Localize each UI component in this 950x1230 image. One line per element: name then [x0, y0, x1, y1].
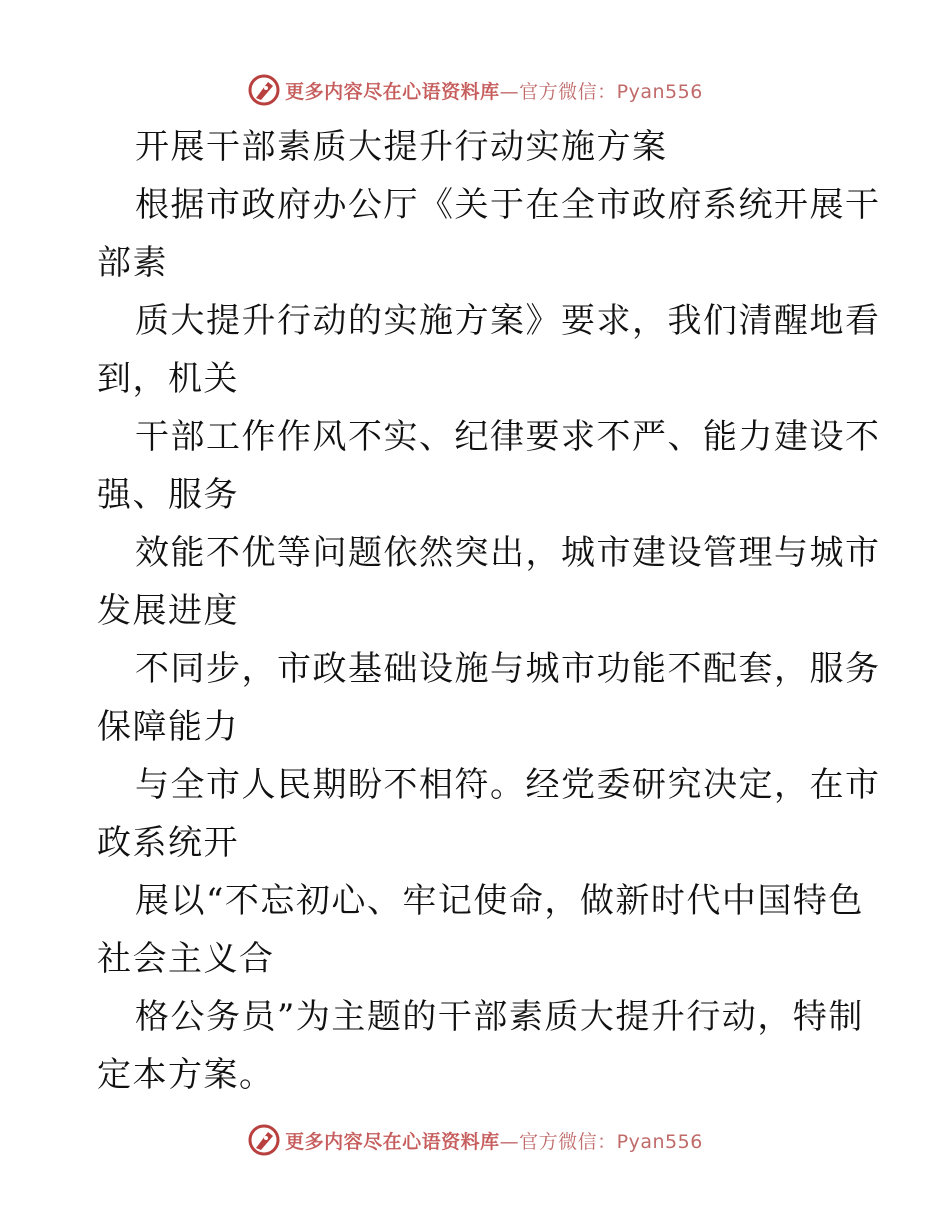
footer-banner-text	[285, 1127, 703, 1154]
paragraph-line: 定本方案。	[97, 1055, 275, 1095]
paragraph-line: 与全市人民期盼不相符。经党委研究决定，在市	[135, 765, 881, 805]
paragraph-line: 社会主义合	[97, 939, 275, 979]
paragraph-line: 质大提升行动的实施方案》要求，我们清醒地看	[135, 301, 881, 341]
header-banner-text	[285, 77, 703, 104]
footer-banner-rest: —官方微信：Pyan556	[499, 1130, 703, 1153]
paragraph-line: 保障能力	[97, 707, 239, 747]
footer-banner	[0, 1120, 950, 1160]
paragraph-line: 根据市政府办公厅《关于在全市政府系统开展干	[135, 185, 881, 225]
pen-nib-circle-icon	[247, 1123, 281, 1157]
paragraph-line: 强、服务	[97, 475, 239, 515]
pen-nib-circle-icon	[247, 73, 281, 107]
paragraph-line: 效能不优等问题依然突出，城市建设管理与城市	[135, 533, 881, 573]
paragraph-line: 部素	[97, 243, 168, 283]
paragraph-line: 政系统开	[97, 823, 239, 863]
header-banner-lead: 更多内容尽在心语资料库	[285, 80, 500, 103]
header-banner	[0, 70, 950, 110]
paragraph-line: 干部工作作风不实、纪律要求不严、能力建设不	[135, 417, 881, 457]
footer-banner-lead: 更多内容尽在心语资料库	[285, 1130, 500, 1153]
paragraph-line: 发展进度	[97, 591, 239, 631]
paragraph-line: 格公务员”为主题的干部素质大提升行动，特制	[135, 997, 864, 1037]
paragraph-line: 到，机关	[97, 359, 239, 399]
document-body	[97, 118, 881, 1104]
header-banner-rest: —官方微信：Pyan556	[499, 80, 703, 103]
paragraph-line: 不同步，市政基础设施与城市功能不配套，服务	[135, 649, 881, 689]
document-title: 开展干部素质大提升行动实施方案	[135, 127, 668, 167]
paragraph-line: 展以“不忘初心、牢记使命，做新时代中国特色	[135, 881, 864, 921]
